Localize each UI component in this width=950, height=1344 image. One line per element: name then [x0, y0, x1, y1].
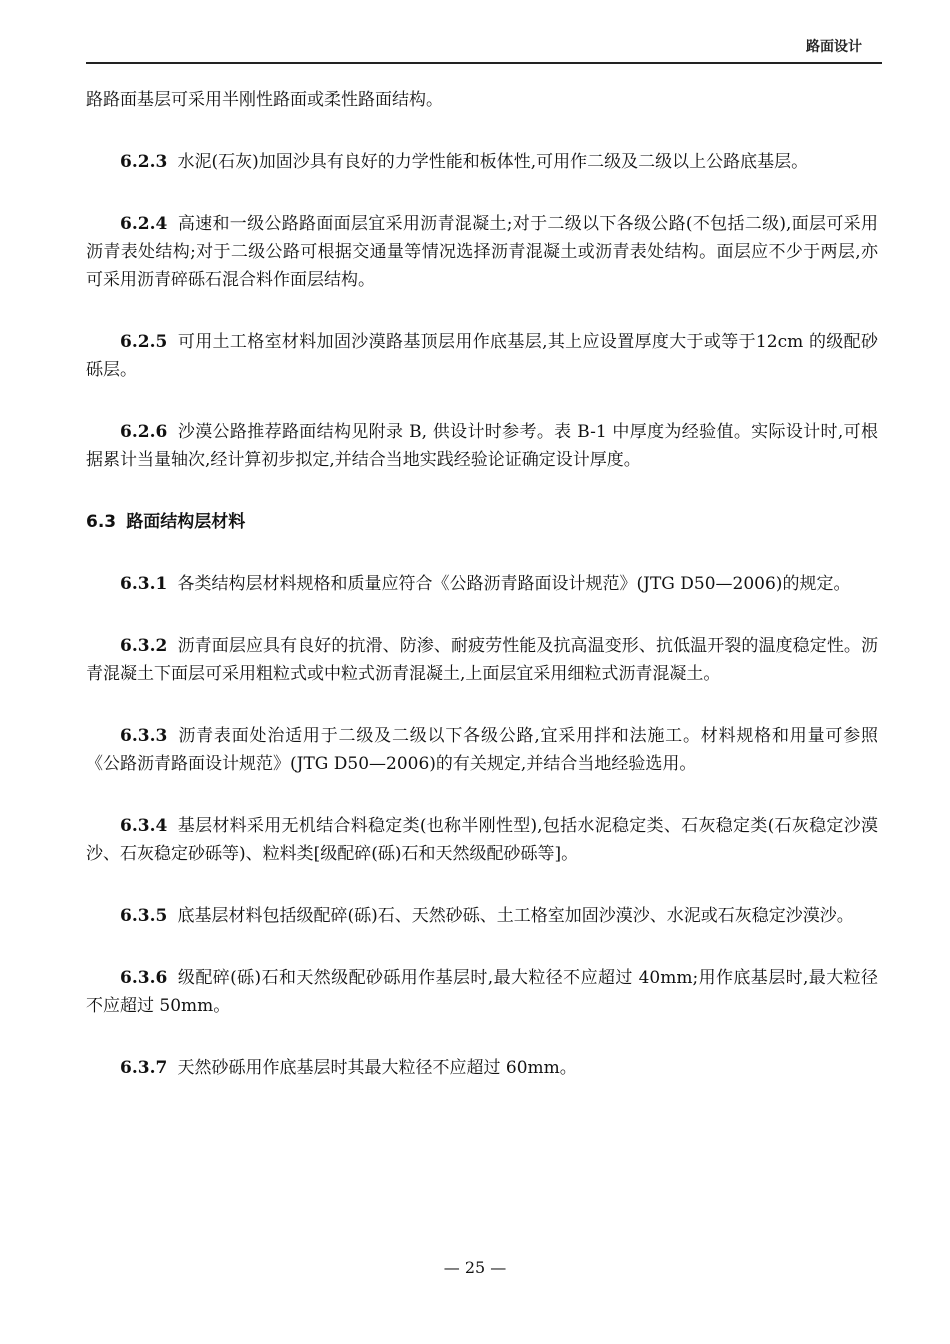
clause-text: 天然砂砾用作底基层时其最大粒径不应超过 60mm。	[177, 1058, 577, 1078]
running-header-title: 路面设计	[806, 39, 862, 55]
clause-6-2-6	[86, 418, 878, 474]
clause-text: 水泥(石灰)加固沙具有良好的力学性能和板体性,可用作二级及二级以上公路底基层。	[177, 152, 809, 172]
clause-number: 6.2.5	[120, 332, 168, 352]
clause-6-2-5	[86, 328, 878, 384]
page-body	[86, 86, 878, 1082]
clause-6-3-2	[86, 632, 878, 688]
page-number: — 25 —	[443, 1258, 507, 1277]
clause-text: 沥青面层应具有良好的抗滑、防渗、耐疲劳性能及抗高温变形、抗低温开裂的温度稳定性。沥青混凝土下面层可采用粗粒式或中粒式沥青混凝土,上面层宜采用细粒式沥青混凝土。	[86, 636, 878, 684]
clause-6-3-4	[86, 812, 878, 868]
clause-6-3-6	[86, 964, 878, 1020]
clause-number: 6.3.7	[120, 1058, 168, 1078]
clause-6-2-3	[86, 148, 878, 176]
clause-number: 6.2.4	[120, 214, 168, 234]
clause-6-3-1	[86, 570, 878, 598]
clause-number: 6.3.4	[120, 816, 168, 836]
clause-text: 可用土工格室材料加固沙漠路基顶层用作底基层,其上应设置厚度大于或等于12cm 的级配砂砾层。	[86, 332, 878, 380]
clause-text: 底基层材料包括级配碎(砾)石、天然砂砾、土工格室加固沙漠沙、水泥或石灰稳定沙漠沙。	[177, 906, 854, 926]
clause-6-3-7	[86, 1054, 878, 1082]
clause-text: 级配碎(砾)石和天然级配砂砾用作基层时,最大粒径不应超过 40mm;用作底基层时,最大粒径不应超过 50mm。	[86, 968, 878, 1016]
clause-6-3-3	[86, 722, 878, 778]
clause-number: 6.2.6	[120, 422, 168, 442]
clause-text: 各类结构层材料规格和质量应符合《公路沥青路面设计规范》(JTG D50—2006)的规定。	[177, 574, 851, 594]
clause-number: 6.3.6	[120, 968, 168, 988]
clause-number: 6.3.5	[120, 906, 168, 926]
clause-number: 6.3.1	[120, 574, 168, 594]
clause-text: 沙漠公路推荐路面结构见附录 B, 供设计时参考。表 B-1 中厚度为经验值。实际设计时,可根据累计当量轴次,经计算初步拟定,并结合当地实践经验论证确定设计厚度。	[86, 422, 878, 470]
header-rule	[86, 62, 882, 64]
continued-paragraph: 路路面基层可采用半刚性路面或柔性路面结构。	[86, 90, 443, 110]
section-title: 路面结构层材料	[126, 512, 246, 532]
clause-text: 高速和一级公路路面面层宜采用沥青混凝土;对于二级以下各级公路(不包括二级),面层可采用沥青表处结构;对于二级公路可根据交通量等情况选择沥青混凝土或沥青表处结构。面层应不少于两层,亦可采用沥青碎砾石混合料作面层结构。	[86, 214, 878, 290]
section-number: 6.3	[86, 512, 117, 532]
clause-text: 沥青表面处治适用于二级及二级以下各级公路,宜采用拌和法施工。材料规格和用量可参照《公路沥青路面设计规范》(JTG D50—2006)的有关规定,并结合当地经验选用。	[86, 726, 878, 774]
clause-6-2-4	[86, 210, 878, 294]
clause-6-3-5	[86, 902, 878, 930]
section-heading-6-3	[86, 508, 878, 536]
clause-number: 6.3.2	[120, 636, 168, 656]
clause-number: 6.3.3	[120, 726, 168, 746]
clause-text: 基层材料采用无机结合料稳定类(也称半刚性型),包括水泥稳定类、石灰稳定类(石灰稳定沙漠沙、石灰稳定砂砾等)、粒料类[级配碎(砾)石和天然级配砂砾等]。	[86, 816, 878, 864]
clause-number: 6.2.3	[120, 152, 168, 172]
